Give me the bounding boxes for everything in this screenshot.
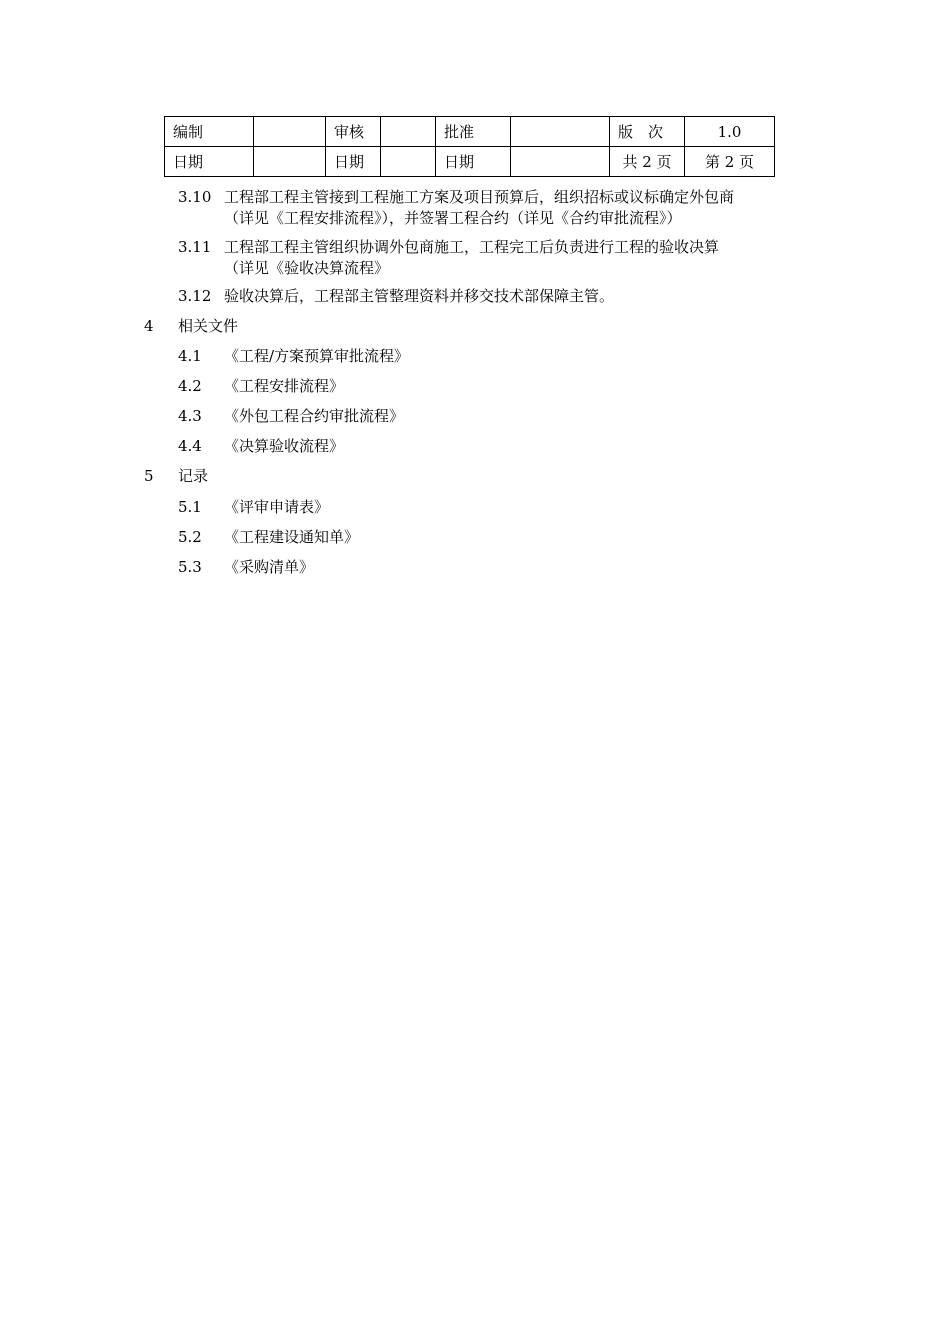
clause-text: 工程部工程主管接到工程施工方案及项目预算后，组织招标或议标确定外包商 — [224, 188, 735, 206]
clause-text: 工程部工程主管组织协调外包商施工，工程完工后负责进行工程的验收决算 — [224, 238, 720, 256]
item-number: 4.3 — [178, 407, 202, 425]
approved-by-value — [511, 117, 610, 147]
item-number: 4.4 — [178, 437, 202, 455]
reviewed-date-value — [381, 147, 436, 177]
approved-date-label: 日期 — [436, 147, 511, 177]
item-text: 《工程建设通知单》 — [224, 528, 360, 546]
clause-number: 3.11 — [178, 238, 212, 256]
item-number: 5.3 — [178, 558, 202, 576]
prepared-by-value — [254, 117, 326, 147]
item-text: 《工程/方案预算审批流程》 — [224, 347, 410, 365]
item-number: 4.1 — [178, 347, 202, 365]
reviewed-by-label: 审核 — [326, 117, 381, 147]
document-control-table — [164, 116, 775, 177]
prepared-date-label: 日期 — [165, 147, 254, 177]
header-row-1 — [165, 117, 775, 147]
clause-number: 3.12 — [178, 287, 212, 305]
version-value: 1.0 — [685, 117, 775, 147]
clause-number: 3.10 — [178, 188, 212, 206]
approved-by-label: 批准 — [436, 117, 511, 147]
item-text: 《决算验收流程》 — [224, 437, 345, 455]
section-number: 4 — [144, 317, 154, 335]
version-label: 版 次 — [610, 117, 685, 147]
item-number: 5.1 — [178, 498, 202, 516]
section-title: 相关文件 — [178, 317, 239, 335]
item-text: 《外包工程合约审批流程》 — [224, 407, 405, 425]
clause-text: （详见《工程安排流程》），并签署工程合约（详见《合约审批流程》） — [224, 209, 682, 227]
item-text: 《采购清单》 — [224, 558, 315, 576]
section-title: 记录 — [178, 467, 209, 485]
current-page: 第 2 页 — [685, 147, 775, 177]
item-number: 5.2 — [178, 528, 202, 546]
total-pages: 共 2 页 — [610, 147, 685, 177]
clause-text: 验收决算后，工程部主管整理资料并移交技术部保障主管。 — [224, 287, 615, 305]
reviewed-date-label: 日期 — [326, 147, 381, 177]
item-number: 4.2 — [178, 377, 202, 395]
header-row-2 — [165, 147, 775, 177]
clause-text: （详见《验收决算流程》 — [224, 259, 390, 277]
approved-date-value — [511, 147, 610, 177]
item-text: 《评审申请表》 — [224, 498, 330, 516]
prepared-date-value — [254, 147, 326, 177]
section-number: 5 — [144, 467, 154, 485]
reviewed-by-value — [381, 117, 436, 147]
item-text: 《工程安排流程》 — [224, 377, 345, 395]
prepared-by-label: 编制 — [165, 117, 254, 147]
